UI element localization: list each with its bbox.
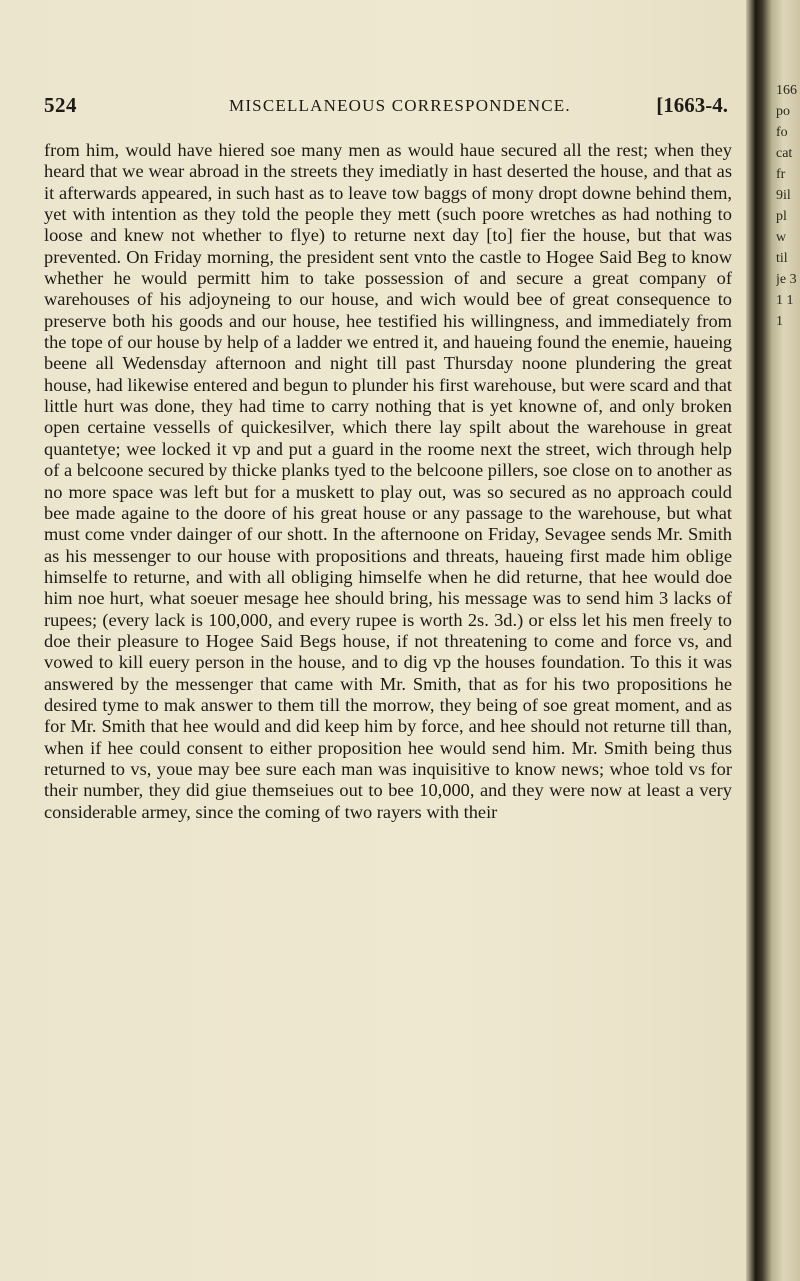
body-paragraph: from him, would have hiered soe many men as would haue secured all the rest; when they heard that we wear abroad in the streets they imediatly in hast deserted the house, and that as it afterwards appeared, in such hast as to leave tow baggs of mony dropt downe behind them, yet with intention as they told the people they mett (such poore wretches as had nothing to loose and knew not whether to flye) to returne next day [to] fier the house, but that was prevented. On Friday morning, the president sent vnto the castle to Hogee Said Beg to know whether he would permitt him to take possession of and secure a great company of warehouses of his adjoyneing to our house, and wich would bee of great consequence to preserve both his goods and our house, hee testified his willingness, and immediately from the tope of our house by help of a ladder we entred it, and haueing found the enemie, haueing beene all Wedensday afternoon and night till past Thursday noone plundering the great house, had likewise entered and begun to plunder his first warehouse, but were scard and that little hurt was done, they had time to carry nothing that is yet knowne of, and only broken open certaine vessells of quickesilver, which there lay spilt about the warehouse in great quantetye; wee locked it vp and put a guard in the roome next the street, wich through help of a belcoone secured by thicke planks tyed to the belcoone pillers, soe close on to another as no more space was left but for a muskett to play out, was so secured as no approach could bee made againe to the doore of his great house or any passage to the warehouse, but what must come vnder dainger of our shott. In the afternoone on Friday, Sevagee sends Mr. Smith as his messenger to our house with propositions and threats, haueing first made him oblige himselfe to returne, and with all obliging himselfe when he did returne, that hee would doe him noe hurt, what soeuer mesage hee should bring, his message was to send him 3 lacks of rupees; (every lack is 100,000, and every rupee is worth 2s. 3d.) or elss let his men freely to doe their pleasure to Hogee Said Begs house, if not threatening to come and force vs, and vowed to kill euery person in the house, and to dig vp the houses foundation. To this it was answered by the messenger that came with Mr. Smith, that as for his two propositions he desired tyme to mak answer to them till the morrow, they being of soe great moment, and as for Mr. Smith that hee would and did keep him by force, and hee should not returne till than, when if hee could consent to either proposition hee would send him. Mr. Smith being thus returned to vs, youe may bee sure each man was inquisitive to know news; whoe told vs for their number, they did giue themseiues out to bee 10,000, and they were now at least a very considerable armey, since the coming of two rayers with their — [44, 140, 732, 822]
running-head — [44, 93, 732, 123]
date-range: [1663-4. — [656, 93, 728, 117]
page-number: 524 — [44, 93, 77, 117]
adjacent-page-fragments: 166 po fo cat fr 9il pl w til je 3 1 1 1 — [776, 83, 797, 329]
running-title: MISCELLANEOUS CORRESPONDENCE. — [229, 96, 571, 115]
